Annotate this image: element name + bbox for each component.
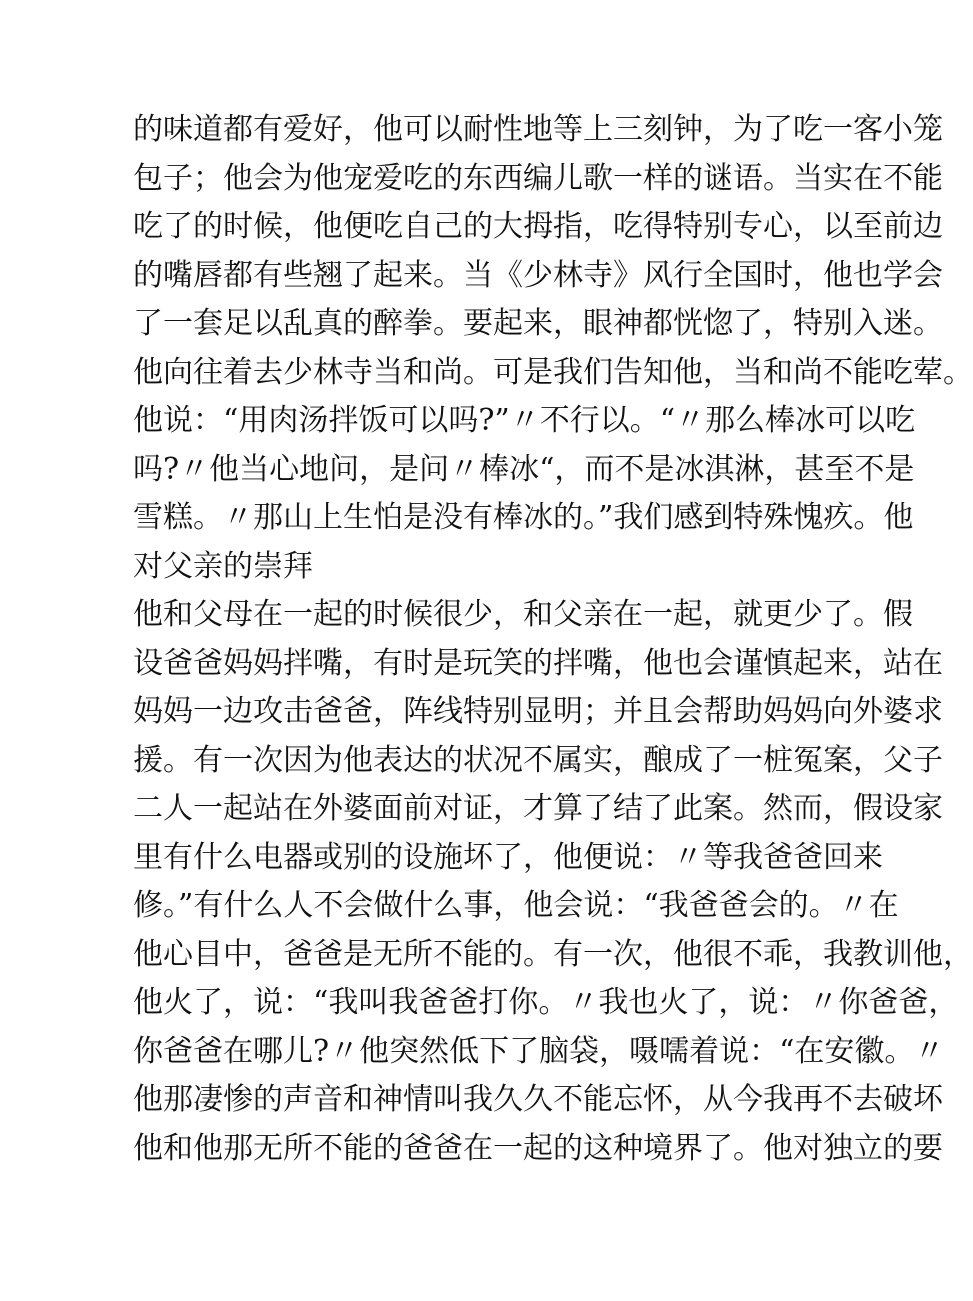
text-line-16: 里有什么电器或别的设施坏了，他便说：〃等我爸爸回来 xyxy=(133,839,883,875)
text-line-12: 设爸爸妈妈拌嘴，有时是玩笑的拌嘴，他也会谨慎起来，站在 xyxy=(133,645,943,681)
text-line-7: 他说：“用肉汤拌饭可以吗?”〃不行以。“〃那么棒冰可以吃 xyxy=(133,403,916,438)
text-line-5: 了一套足以乱真的醉拳。要起来，眼神都恍惚了，特别入迷。 xyxy=(133,306,943,341)
text-line-17: 修。”有什么人不会做什么事，他会说：“我爸爸会的。〃在 xyxy=(133,888,899,923)
text-line-2: 包子；他会为他宠爱吃的东西编儿歌一样的谜语。当实在不能 xyxy=(133,160,943,196)
text-line-22: 他和他那无所不能的爸爸在一起的这种境界了。他对独立的要 xyxy=(133,1130,943,1166)
text-line-20: 你爸爸在哪儿?〃他突然低下了脑袋，嗫嚅着说：“在安徽。〃 xyxy=(133,1033,945,1069)
text-line-19: 他火了，说：“我叫我爸爸打你。〃我也火了，说：〃你爸爸， xyxy=(133,985,959,1020)
text-line-21: 他那凄惨的声音和神情叫我久久不能忘怀，从今我再不去破坏 xyxy=(133,1082,943,1117)
text-line-6: 他向往着去少林寺当和尚。可是我们告知他，当和尚不能吃荤。 xyxy=(133,354,973,390)
body-text xyxy=(133,106,973,1173)
text-line-3: 吃了的时候，他便吃自己的大拇指，吃得特别专心，以至前边 xyxy=(133,209,943,244)
text-line-9: 雪糕。〃那山上生怕是没有棒冰的。”我们感到特殊愧疚。他 xyxy=(133,500,914,535)
text-line-8: 吗?〃他当心地问，是问〃棒冰“，而不是冰淇淋，甚至不是 xyxy=(133,451,915,487)
text-line-4: 的嘴唇都有些翘了起来。当《少林寺》风行全国时，他也学会 xyxy=(133,257,943,293)
text-line-1: 的味道都有爱好，他可以耐性地等上三刻钟，为了吃一客小笼 xyxy=(133,112,943,147)
text-line-10: 对父亲的崇拜 xyxy=(133,548,313,584)
text-line-18: 他心目中，爸爸是无所不能的。有一次，他很不乖，我教训他， xyxy=(133,936,973,972)
text-line-11: 他和父母在一起的时候很少，和父亲在一起，就更少了。假 xyxy=(133,597,913,632)
text-line-13: 妈妈一边攻击爸爸，阵线特别显明；并且会帮助妈妈向外婆求 xyxy=(133,694,943,729)
text-line-15: 二人一起站在外婆面前对证，才算了结了此案。然而，假设家 xyxy=(133,791,943,826)
text-line-14: 援。有一次因为他表达的状况不属实，酿成了一桩冤案，父子 xyxy=(133,742,943,778)
